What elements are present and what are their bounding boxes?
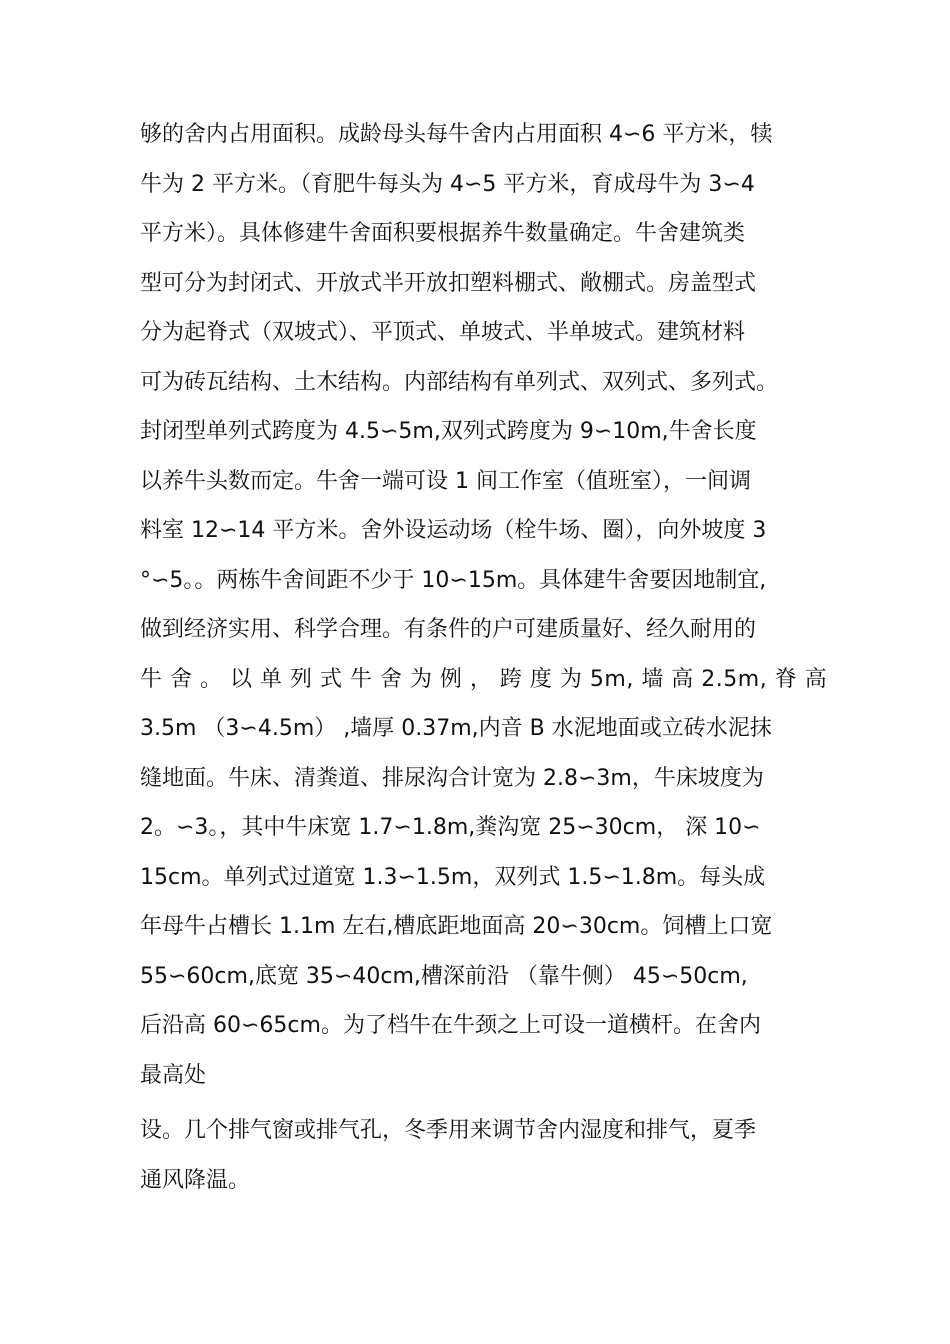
text-line-22: 通风降温。 [140,1167,251,1193]
text-line-6: 可为砖瓦结构、土木结构。内部结构有单列式、双列式、多列式。 [140,369,779,395]
text-line-21: 设。几个排气窗或排气孔，冬季用来调节舍内湿度和排气，夏季 [140,1118,757,1143]
text-line-4: 型可分为封闭式、开放式半开放扣塑料棚式、敞棚式。房盖型式 [140,270,757,296]
text-line-9: 料室 12∽14 平方米。舍外设运动场（栓牛场、圈），向外坡度 3 [140,518,767,543]
text-line-14: 缝地面。牛床、清粪道、排尿沟合计宽为 2.8∽3m，牛床坡度为 [140,765,764,791]
text-line-3: 平方米）。具体修建牛舍面积要根据养牛数量确定。牛舍建筑类 [140,221,746,246]
text-line-10: °∽5。。两栋牛舍间距不少于 10∽15m。具体建牛舍要因地制宜, [140,567,767,593]
text-line-15: 2。∽3。，其中牛床宽 1.7∽1.8m,粪沟宽 25∽30cm， 深 10∽ [140,815,761,840]
text-line-2: 牛为 2 平方米。（育肥牛每头为 4∽5 平方米，育成母牛为 3∽4 [140,171,755,197]
text-line-5: 分为起脊式（双坡式）、平顶式、单坡式、半单坡式。建筑材料 [140,320,746,345]
text-line-17: 年母牛占槽长 1.1m 左右,槽底距地面高 20∽30cm。饲槽上口宽 [140,914,773,939]
text-line-7: 封闭型单列式跨度为 4.5∽5m,双列式跨度为 9∽10m,牛舍长度 [140,419,757,444]
text-line-16: 15cm。单列式过道宽 1.3∽1.5m，双列式 1.5∽1.8m。每头成 [140,864,766,890]
text-line-18: 55∽60cm,底宽 35∽40cm,槽深前沿 （靠牛侧） 45∽50cm, [140,963,748,989]
text-line-8: 以养牛头数而定。牛舍一端可设 1 间工作室（值班室），一间调 [140,468,751,494]
text-line-13: 3.5m （3∽4.5m） ,墙厚 0.37m,内音 B 水泥地面或立砖水泥抹 [140,716,772,741]
text-line-11: 做到经济实用、科学合理。有条件的户可建质量好、经久耐用的 [140,617,757,642]
text-line-12: 牛 舍 。 以 单 列 式 牛 舍 为 例 ， 跨 度 为 5m, 墙 高 2.5m, 脊 高 [140,666,828,692]
text-line-1: 够的舍内占用面积。成龄母头每牛舍内占用面积 4∽6 平方米，犊 [140,122,773,147]
body-text [140,110,830,1205]
text-line-20: 最高处 [140,1062,207,1088]
text-line-19: 后沿高 60∽65cm。为了档牛在牛颈之上可设一道横杆。在舍内 [140,1013,761,1038]
